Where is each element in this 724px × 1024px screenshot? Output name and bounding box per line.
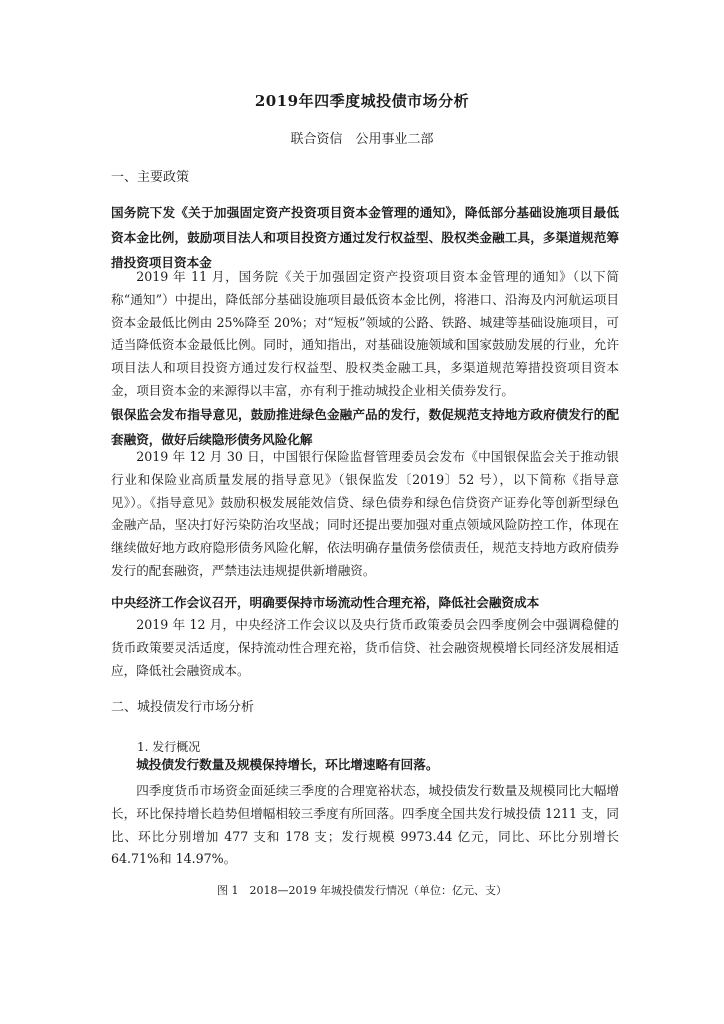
market-body: 四季度货币市场资金面延续三季度的合理宽裕状态，城投债发行数量及规模同比大幅增长，环比保持增长趋势但增幅相较三季度有所回落。四季度全国共发行城投债 1211 支，同比、环比分别增加 477 支和 178 支；发行规模 9973.44 亿元，同比、环比分别增长 64.71%和 14.97%。 bbox=[111, 783, 619, 867]
policy-headline-3: 中央经济工作会议召开，明确要保持市场流动性合理充裕，降低社会融资成本 bbox=[111, 595, 540, 610]
section-heading-policy: 一、主要政策 bbox=[111, 170, 190, 185]
policy-body-2: 2019 年 12 月 30 日，中国银行保险监督管理委员会发布《中国银保监会关于推动银行业和保险业高质量发展的指导意见》（银保监发〔2019〕52 号），以下简称《指导意见》）。《指导意见》鼓励积极发展能效信贷、绿色债券和绿色信贷资产证券化等创新型绿色金融产品，坚决打好污染防治攻坚战；同时还提出要加强对重点领域风险防控工作，体现在继续做好地方政府隐形债务风险化解，依法明确存量债务偿债责任，规范支持地方政府债券发行的配套融资，严禁违法违规提供新增融资。 bbox=[111, 449, 619, 578]
figure-caption: 图 1 2018—2019 年城投债发行情况（单位：亿元、支） bbox=[217, 884, 507, 897]
section-heading-market: 二、城投债发行市场分析 bbox=[111, 700, 255, 715]
document-title: 2019年四季度城投债市场分析 bbox=[254, 92, 470, 110]
document-author: 联合资信 公用事业二部 bbox=[290, 132, 434, 147]
policy-body-1: 2019 年 11 月，国务院《关于加强固定资产投资项目资本金管理的通知》（以下简称“通知”）中提出，降低部分基础设施项目最低资本金比例，将港口、沿海及内河航运项目资本金最低比例由 25%降至 20%；对“短板”领域的公路、铁路、城建等基础设施项目，可适当降低资本金最低比例。同时，通知指出，对基础设施领域和国家鼓励发展的行业，允许项目法人和项目投资方通过发行权益型、股权类金融工具，多渠道规范筹措投资项目资本金，项目资本金的来源得以丰富，亦有利于推动城投企业相关债券发行。 bbox=[111, 269, 619, 398]
market-headline: 城投债发行数量及规模保持增长，环比增速略有回落。 bbox=[136, 757, 439, 772]
policy-headline-2: 银保监会发布指导意见，鼓励推进绿色金融产品的发行，数促规范支持地方政府债发行的配套融资，做好后续隐形债务风险化解 bbox=[111, 407, 619, 447]
policy-headline-1: 国务院下发《关于加强固定资产投资项目资本金管理的通知》，降低部分基础设施项目最低资本金比例，鼓励项目法人和项目投资方通过发行权益型、股权类金融工具，多渠道规范筹措投资项目资本金 bbox=[111, 205, 619, 270]
subsection-heading-overview: 1. 发行概况 bbox=[137, 740, 201, 754]
policy-body-3: 2019 年 12 月，中央经济工作会议以及央行货币政策委员会四季度例会中强调稳健的货币政策要灵活适度，保持流动性合理充裕，货币信贷、社会融资规模增长同经济发展相适应，降低社会融资成本。 bbox=[111, 617, 619, 678]
